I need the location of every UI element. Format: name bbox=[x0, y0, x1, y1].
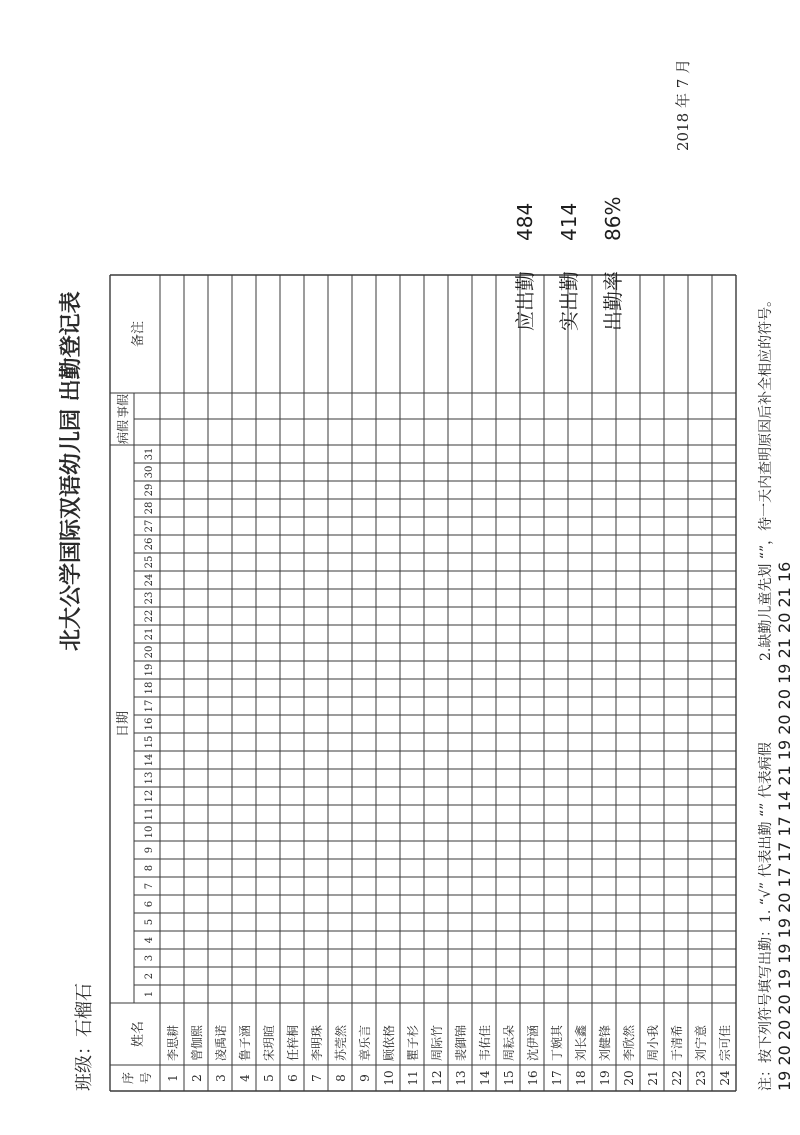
row-student-name: 韦佑佳 bbox=[478, 1024, 492, 1061]
row-student-name: 李明珠 bbox=[310, 1024, 324, 1061]
row-student-name: 刘宁意 bbox=[694, 1024, 708, 1061]
row-student-name: 于清希 bbox=[670, 1024, 684, 1061]
row-seq-number: 12 bbox=[430, 1070, 444, 1086]
row-seq-number: 7 bbox=[310, 1074, 324, 1082]
row-seq-number: 5 bbox=[262, 1074, 276, 1082]
attendance-table bbox=[110, 275, 736, 1091]
row-seq-number: 22 bbox=[670, 1070, 684, 1086]
header-date: 日期 bbox=[116, 710, 131, 738]
row-student-name: 周际竹 bbox=[430, 1024, 444, 1061]
row-seq-number: 20 bbox=[622, 1070, 636, 1086]
row-student-name: 鲁子涵 bbox=[238, 1024, 252, 1061]
daily-counts: 19 20 20 20 19 19 19 20 17 17 17 14 21 19 20 20 19 21 20 21 16 bbox=[775, 561, 794, 1091]
header-name: 姓名 bbox=[131, 1020, 146, 1048]
header-sick: 病假 bbox=[116, 419, 130, 445]
day-number: 30 bbox=[144, 465, 155, 479]
row-student-name: 苏莞然 bbox=[334, 1024, 348, 1061]
day-number: 16 bbox=[144, 717, 155, 731]
day-number: 1 bbox=[144, 990, 155, 998]
row-seq-number: 1 bbox=[166, 1074, 180, 1082]
row-seq-number: 21 bbox=[646, 1070, 660, 1086]
row-seq-number: 2 bbox=[190, 1074, 204, 1082]
row-student-name: 裴御锦 bbox=[454, 1024, 468, 1061]
day-number: 13 bbox=[144, 771, 155, 785]
day-number: 8 bbox=[144, 864, 155, 872]
row-student-name: 顾依格 bbox=[382, 1024, 396, 1061]
row-student-name: 刘健锋 bbox=[598, 1024, 612, 1061]
rate-label: 出勤率 bbox=[601, 271, 625, 331]
row-student-name: 凌禹诺 bbox=[214, 1024, 228, 1061]
row-seq-number: 14 bbox=[478, 1070, 492, 1086]
row-seq-number: 13 bbox=[454, 1070, 468, 1086]
day-number: 3 bbox=[144, 954, 155, 962]
row-seq-number: 8 bbox=[334, 1074, 348, 1082]
footnote-2: 2.缺勤儿童先划 “”，待一天内查明原因后补全相应的符号。 bbox=[758, 292, 774, 661]
day-number: 18 bbox=[144, 681, 155, 695]
day-number: 12 bbox=[144, 789, 155, 803]
row-student-name: 李思耕 bbox=[166, 1024, 180, 1061]
row-student-name: 章乐言 bbox=[358, 1024, 372, 1061]
day-number: 6 bbox=[144, 900, 155, 908]
day-number: 22 bbox=[144, 609, 155, 623]
row-seq-number: 9 bbox=[358, 1074, 372, 1082]
month-label: 2018 年 7 月 bbox=[674, 58, 692, 151]
row-seq-number: 23 bbox=[694, 1070, 708, 1086]
day-number: 31 bbox=[144, 447, 155, 461]
day-number: 2 bbox=[144, 972, 155, 980]
day-number: 9 bbox=[144, 846, 155, 854]
day-number: 11 bbox=[144, 807, 155, 821]
day-number: 27 bbox=[144, 519, 155, 533]
page-title: 北大公学国际双语幼儿园 出勤登记表 bbox=[59, 291, 84, 651]
expected-label: 应出勤 bbox=[513, 271, 537, 331]
day-number: 19 bbox=[144, 663, 155, 677]
day-number: 17 bbox=[144, 699, 155, 713]
row-student-name: 周小我 bbox=[646, 1024, 660, 1061]
header-personal: 事假 bbox=[116, 393, 130, 419]
header-seq-2: 号 bbox=[139, 1071, 153, 1085]
day-number: 29 bbox=[144, 483, 155, 497]
row-seq-number: 6 bbox=[286, 1074, 300, 1082]
row-seq-number: 18 bbox=[574, 1070, 588, 1086]
day-number: 15 bbox=[144, 735, 155, 749]
row-student-name: 李欣然 bbox=[622, 1024, 636, 1061]
rate-value: 86% bbox=[601, 196, 625, 241]
day-number: 21 bbox=[144, 627, 155, 641]
row-seq-number: 16 bbox=[526, 1070, 540, 1086]
row-student-name: 曾伽熙 bbox=[190, 1024, 204, 1061]
day-number: 5 bbox=[144, 918, 155, 926]
row-student-name: 瞿子杉 bbox=[406, 1024, 420, 1061]
day-number: 10 bbox=[144, 825, 155, 839]
day-number: 23 bbox=[144, 591, 155, 605]
header-seq-1: 序 bbox=[121, 1071, 135, 1085]
row-seq-number: 15 bbox=[502, 1070, 516, 1086]
row-student-name: 沈伊涵 bbox=[526, 1024, 540, 1061]
row-student-name: 丁婉其 bbox=[550, 1024, 564, 1061]
day-number: 24 bbox=[144, 573, 155, 587]
row-student-name: 宗可佳 bbox=[718, 1024, 732, 1061]
actual-value: 414 bbox=[557, 202, 581, 241]
actual-label: 实出勤 bbox=[557, 271, 581, 331]
row-student-name: 周耘朵 bbox=[502, 1024, 516, 1061]
row-seq-number: 3 bbox=[214, 1074, 228, 1082]
day-number: 4 bbox=[144, 936, 155, 944]
row-student-name: 任梓桐 bbox=[286, 1024, 300, 1061]
row-seq-number: 11 bbox=[406, 1070, 420, 1086]
day-number: 28 bbox=[144, 501, 155, 515]
row-seq-number: 17 bbox=[550, 1070, 564, 1086]
day-number: 26 bbox=[144, 537, 155, 551]
expected-value: 484 bbox=[513, 202, 537, 241]
header-remark: 备注 bbox=[131, 320, 146, 348]
row-seq-number: 19 bbox=[598, 1070, 612, 1086]
day-number: 14 bbox=[144, 753, 155, 767]
row-seq-number: 10 bbox=[382, 1070, 396, 1086]
day-number: 25 bbox=[144, 555, 155, 569]
day-number: 20 bbox=[144, 645, 155, 659]
row-student-name: 刘长鑫 bbox=[574, 1024, 588, 1061]
row-seq-number: 24 bbox=[718, 1070, 732, 1086]
footnote-1: 注：按下列符号填写出勤：1. “√” 代表出勤 “” 代表病假 bbox=[758, 742, 774, 1091]
row-seq-number: 4 bbox=[238, 1074, 252, 1082]
row-student-name: 宋玥暄 bbox=[262, 1024, 276, 1061]
day-number: 7 bbox=[144, 882, 155, 890]
class-label: 班级：石榴石 bbox=[74, 983, 95, 1091]
